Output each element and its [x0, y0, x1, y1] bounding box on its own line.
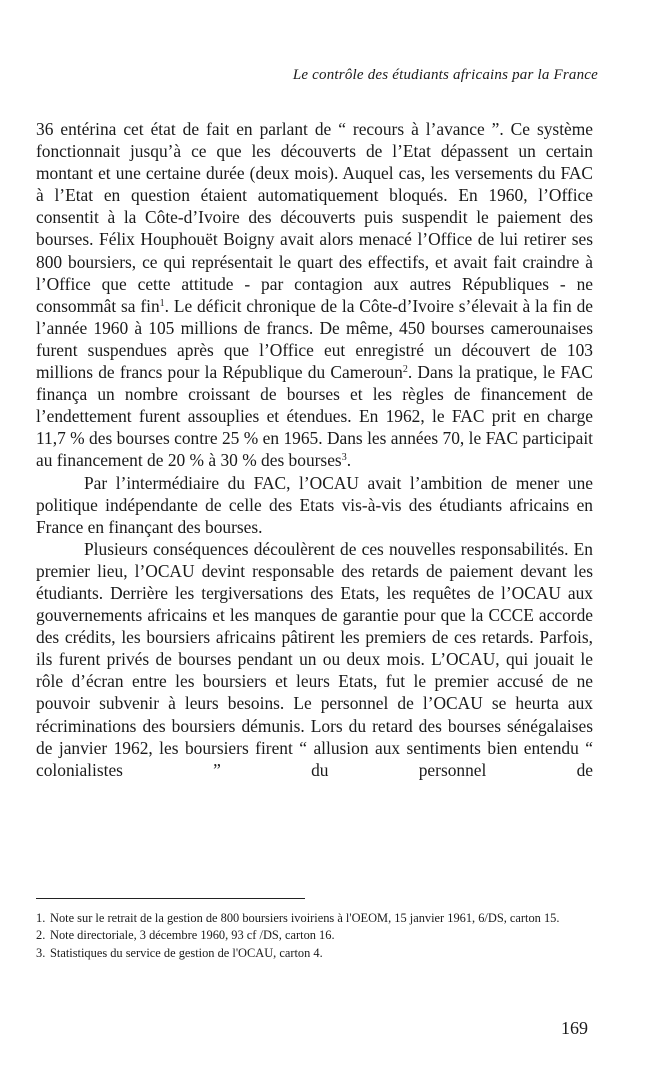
paragraph-1-part-4: . — [346, 450, 352, 471]
footnote-number: 2. — [36, 928, 46, 943]
paragraph-3: Plusieurs conséquences découlèrent de ces nouvelles responsabilités. En premier lieu, l’OCAU devint responsable des retards de paiement devant les étudiants. Derrière les tergiversations des Etats, les requêtes de l’OCAU aux gouvernements africains et les manques de garantie pour que la CCCE accorde des crédits, les boursiers africains pâtirent les premiers de ces retards. Parfois, ils furent privés de bourses pendant un ou deux mois. L’OCAU, qui jouait le rôle d’écran entre les boursiers et leurs Etats, fut le premier accusé de ne pouvoir subvenir à leurs besoins. Le personnel de l’OCAU se heurta aux récriminations des boursiers démunis. Lors du retard des bourses sénégalaises de janvier 1962, les boursiers firent “ allusion aux sentiments bien entendu “ colonialistes ” du personnel de — [36, 538, 593, 780]
footnote-number: 3. — [36, 945, 46, 960]
paragraph-1-part-1: 36 entérina cet état de fait en parlant de “ recours à l’avance ”. Ce système fonctionnait jusqu’à ce que les découverts de l’Etat dépassent un certain montant et une certaine durée (deux mois). Auquel cas, les versements du FAC à l’Etat en question étaient automatiquement bloqués. En 1960, l’Office consentit à la Côte-d’Ivoire des découverts puis suspendit le paiement des bourses. Félix Houphouët Boigny avait alors menacé l’Office de lui retirer ses 800 boursiers, ce qui représentait le quart des effectifs, et avait fait craindre à l’Office que cette attitude - par contagion aux autres Républiques - ne consommât sa fin — [36, 119, 593, 316]
footnote-3 — [36, 945, 593, 962]
paragraph-1-part-3: . Dans la pratique, le FAC finança un nombre croissant de bourses et les règles de financement de l’endettement furent assouplies et étendues. En 1962, le FAC prit en charge 11,7 % des bourses contre 25 % en 1965. Dans les années 70, le FAC participait au financement de 20 % à 30 % des bourses — [36, 362, 593, 471]
paragraph-1 — [36, 118, 593, 472]
footnote-number: 1. — [36, 911, 46, 925]
footnote-2 — [36, 927, 593, 944]
paragraph-2: Par l’intermédiaire du FAC, l’OCAU avait l’ambition de mener une politique indépendante de celle des Etats vis-à-vis des étudiants africains en France en finançant des bourses. — [36, 472, 593, 537]
footnotes — [36, 910, 593, 962]
footnote-1 — [36, 910, 593, 927]
footnote-divider — [36, 898, 305, 899]
footnote-ref-2: 2 — [402, 364, 408, 376]
body-text — [36, 118, 593, 781]
page-number: 169 — [561, 1018, 588, 1038]
footnote-ref-1: 1 — [159, 297, 165, 309]
footnote-text: Note sur le retrait de la gestion de 800 boursiers ivoiriens à l'OEOM, 15 janvier 1961, 6/DS, carton 15. — [50, 911, 560, 925]
running-title: Le contrôle des étudiants africains par la France — [292, 67, 598, 83]
footnote-text: Statistiques du service de gestion de l'OCAU, carton 4. — [50, 945, 323, 960]
footnote-text: Note directoriale, 3 décembre 1960, 93 cf /DS, carton 16. — [50, 928, 335, 943]
paragraph-1-part-2: . Le déficit chronique de la Côte-d’Ivoire s’élevait à la fin de l’année 1960 à 105 millions de francs. De même, 450 bourses camerounaises furent suspendues après que l’Office eut enregistré un découvert de 103 millions de francs pour la République du Cameroun — [36, 295, 593, 383]
footnote-ref-3: 3 — [341, 452, 347, 464]
